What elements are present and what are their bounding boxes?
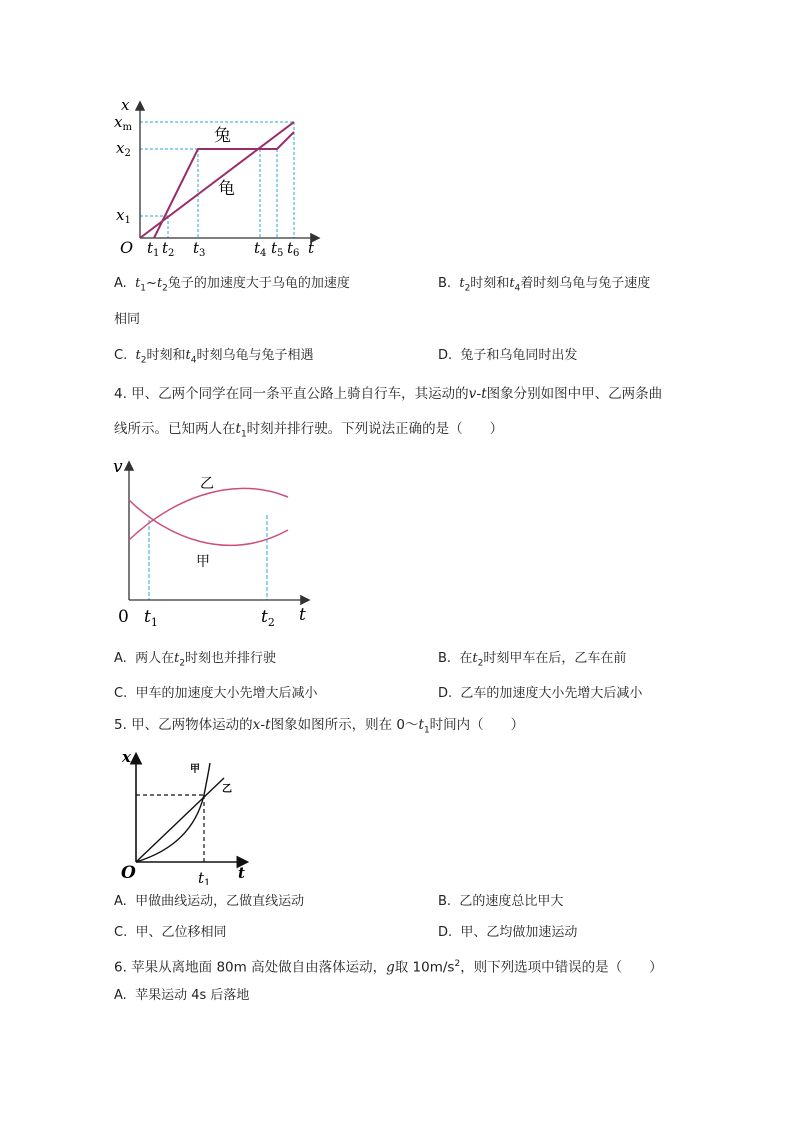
q5-option-a[interactable]: A. 甲做曲线运动，乙做直线运动: [114, 894, 305, 909]
jia-label: 甲: [196, 554, 210, 570]
q5-stem: 5. 甲、乙两物体运动的x-t图象如图所示，则在 $0\sim t_1$时间内（ ）: [114, 717, 525, 736]
q4-option-a[interactable]: A. 两人在$t_2$时刻也并排行驶: [114, 651, 277, 669]
figure-rabbit-turtle-xt: [100, 95, 330, 265]
xm-label: $x_m$: [114, 113, 132, 133]
y-axis-label: x: [121, 96, 130, 114]
origin-label: O: [121, 863, 136, 883]
t3-label: $t_3$: [193, 239, 206, 259]
t6-label: $t_6$: [287, 239, 300, 259]
q4-option-b[interactable]: B. 在$t_2$时刻甲车在后，乙车在前: [438, 651, 627, 669]
q4-stem-line-1: 4. 甲、乙两个同学在同一条平直公路上骑自行车，其运动的v-t图象分别如图中甲、乙两条曲: [114, 386, 663, 402]
q3-option-a[interactable]: A. $t_1\sim t_2$兔子的加速度大于乌龟的加速度: [114, 276, 350, 294]
y-axis-label: v: [113, 457, 123, 477]
y-axis-label: x: [122, 748, 131, 766]
t2-label: $t_2$: [162, 239, 175, 259]
x1-label: $x_1$: [116, 206, 131, 226]
q6-stem: 6. 苹果从离地面 80m 高处做自由落体运动，g取 $10m/s^2$，则下列选项中错误的是（ ）: [114, 959, 663, 976]
q3-option-b[interactable]: B. $t_2$时刻和$t_4$着时刻乌龟与兔子速度: [438, 276, 651, 294]
q5-option-b[interactable]: B. 乙的速度总比甲大: [438, 894, 564, 909]
figure-xt-jia-yi: [112, 745, 257, 885]
origin-label: 0: [118, 607, 129, 627]
q6-option-a[interactable]: A. 苹果运动 4s 后落地: [114, 988, 250, 1003]
q3-option-b-wrap: 相同: [114, 312, 141, 327]
jia-label: 甲: [190, 764, 200, 775]
curve-jia: [136, 763, 210, 862]
t5-label: $t_5$: [271, 239, 284, 259]
t1-label: $t_1$: [147, 239, 160, 259]
q4-stem-line-2: 线所示。已知两人在$t_1$时刻并排行驶。下列说法正确的是（ ）: [114, 421, 504, 440]
turtle-label: 龟: [218, 179, 235, 199]
yi-label: 乙: [200, 476, 214, 492]
yi-label: 乙: [222, 784, 232, 795]
q5-option-d[interactable]: D. 甲、乙均做加速运动: [438, 925, 578, 940]
origin-label: O: [120, 238, 134, 257]
t1-label: $t_1$: [144, 607, 158, 629]
q3-option-c[interactable]: C. $t_2$时刻和$t_4$时刻乌龟与兔子相遇: [114, 348, 314, 366]
curve-jia: [129, 500, 288, 545]
x-axis-label: t: [299, 605, 306, 625]
t1-label: $t_1$: [198, 869, 211, 885]
q4-option-d[interactable]: D. 乙车的加速度大小先增大后减小: [438, 686, 643, 701]
t4-label: $t_4$: [254, 239, 267, 259]
figure-vt-jia-yi: [108, 453, 323, 633]
curve-yi: [129, 488, 288, 540]
q5-option-c[interactable]: C. 甲、乙位移相同: [114, 925, 227, 940]
x-axis-label: t: [308, 239, 315, 257]
line-yi: [136, 778, 224, 862]
rabbit-label: 兔: [214, 126, 231, 146]
q4-option-c[interactable]: C. 甲车的加速度大小先增大后减小: [114, 686, 318, 701]
x2-label: $x_2$: [116, 139, 131, 159]
q3-option-d[interactable]: D. 兔子和乌龟同时出发: [438, 348, 578, 363]
t2-label: $t_2$: [261, 607, 275, 629]
x-axis-label: t: [238, 864, 245, 882]
